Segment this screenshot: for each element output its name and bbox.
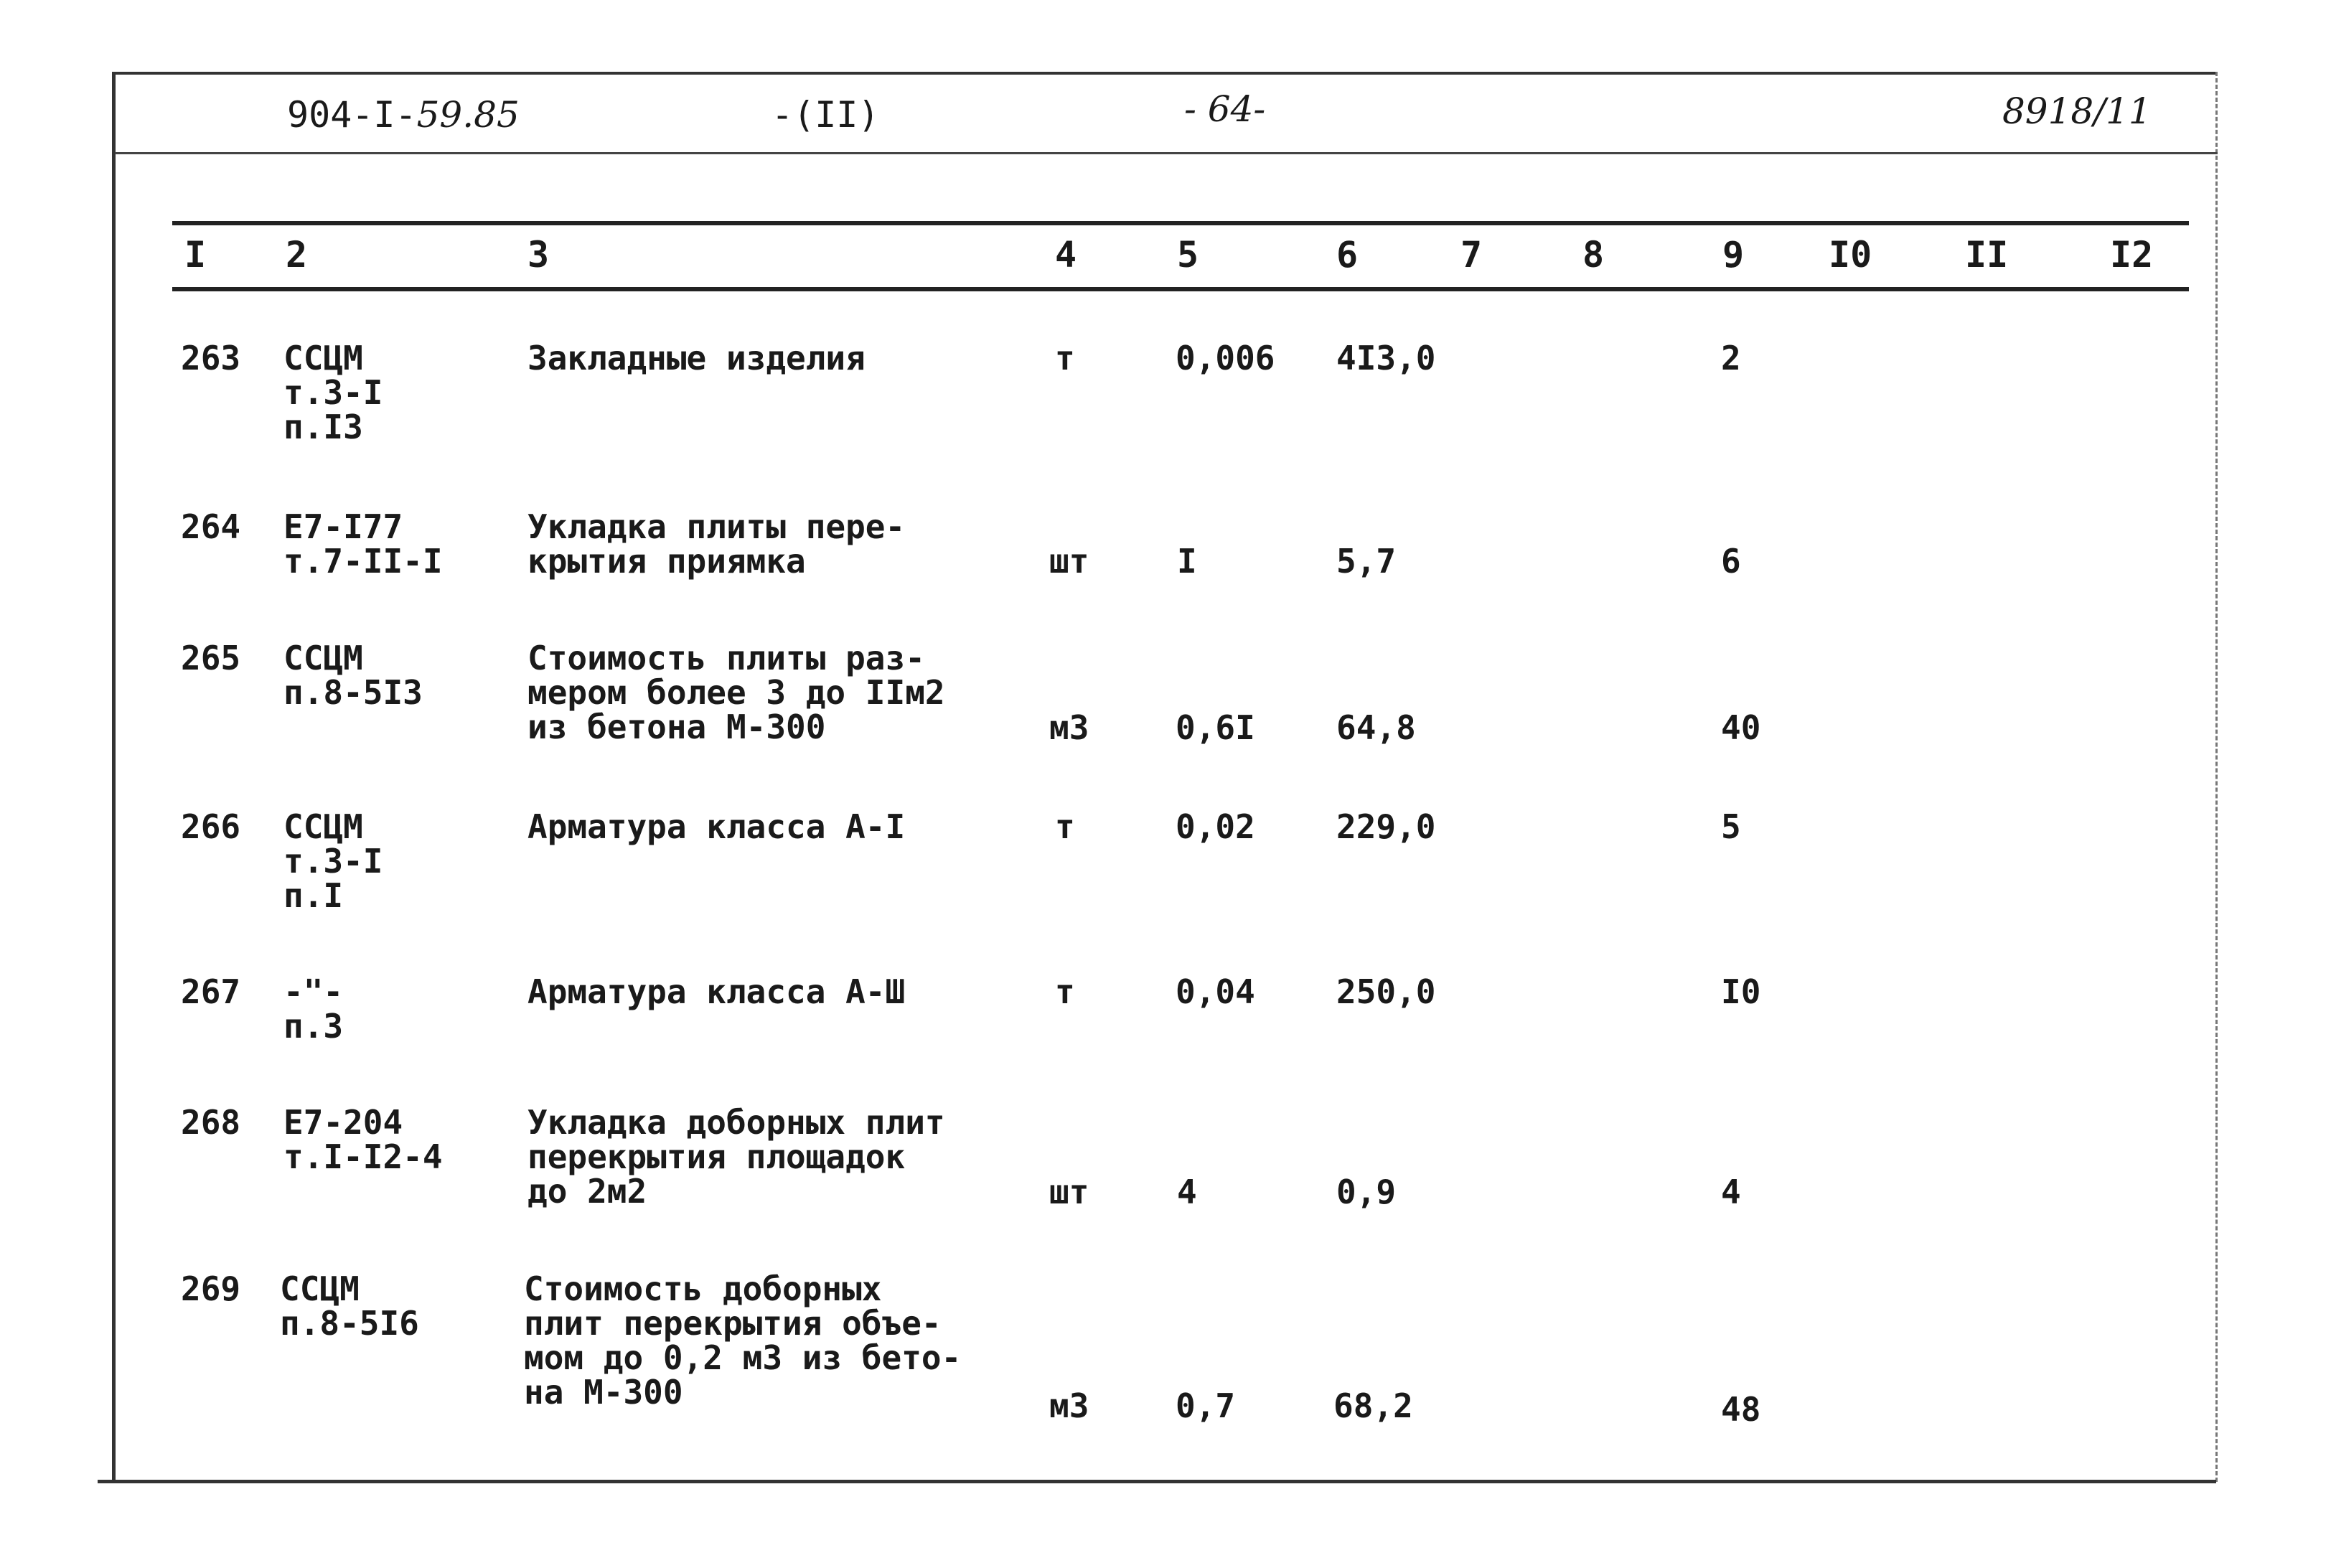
header-rule	[115, 152, 2218, 154]
row-267-total: I0	[1721, 972, 1761, 1011]
row-263-quantity: 0,006	[1176, 339, 1275, 377]
row-263-unit-price: 4I3,0	[1336, 339, 1436, 377]
frame-top-border	[115, 72, 2218, 75]
sheet-code: 8918/11	[2002, 90, 2152, 132]
row-265-number: 265	[181, 639, 241, 677]
row-267-quantity: 0,04	[1176, 972, 1255, 1011]
row-267-unit-price: 250,0	[1336, 972, 1436, 1011]
row-264-description: Укладка плиты пере- крытия приямка	[527, 507, 906, 581]
row-268-quantity: 4	[1177, 1173, 1197, 1211]
column-header-2: 2	[286, 234, 308, 276]
row-266-description: Арматура класса А-I	[527, 807, 906, 846]
column-header-4: 4	[1055, 234, 1077, 276]
row-264-unit-price: 5,7	[1336, 542, 1397, 581]
row-268-total: 4	[1721, 1173, 1741, 1211]
row-269-number: 269	[181, 1269, 241, 1308]
row-266-unit: т	[1055, 807, 1075, 846]
row-269-quantity: 0,7	[1176, 1386, 1236, 1425]
row-265-total: 40	[1721, 708, 1761, 747]
row-268-number: 268	[181, 1103, 241, 1142]
row-268-unit: шт	[1049, 1173, 1089, 1211]
row-269-code: ССЦМ п.8-5I6	[280, 1269, 419, 1343]
row-269-description: Стоимость доборных плит перекрытия объе- мом до 0,2 м3 из бето- на М-300	[524, 1269, 962, 1412]
row-266-quantity: 0,02	[1176, 807, 1255, 846]
row-266-unit-price: 229,0	[1336, 807, 1436, 846]
row-267-description: Арматура класса А-Ш	[527, 972, 906, 1011]
row-269-unit: м3	[1049, 1386, 1089, 1425]
row-264-unit: шт	[1049, 542, 1089, 581]
row-265-quantity: 0,6I	[1176, 708, 1255, 747]
column-header-6: 6	[1336, 234, 1359, 276]
row-268-code: Е7-204 т.I-I2-4	[283, 1103, 443, 1176]
row-265-code: ССЦМ п.8-5I3	[283, 639, 423, 712]
document-code	[287, 93, 520, 136]
row-268-unit-price: 0,9	[1336, 1173, 1397, 1211]
row-263-unit: т	[1055, 339, 1075, 377]
row-268-description: Укладка доборных плит перекрытия площадок до 2м2	[527, 1103, 945, 1211]
column-header-7: 7	[1460, 234, 1483, 276]
column-header-8: 8	[1582, 234, 1605, 276]
document-code-prefix: 904-I-	[287, 94, 417, 136]
column-header-11: II	[1965, 234, 2009, 276]
row-263-code: ССЦМ т.3-I п.I3	[283, 339, 383, 446]
row-265-description: Стоимость плиты раз- мером более 3 до IIм2 из бетона М-300	[527, 639, 945, 746]
column-header-10: I0	[1829, 234, 1872, 276]
frame-right-border	[2215, 72, 2218, 1482]
frame-left-border	[112, 72, 116, 1482]
row-263-number: 263	[181, 339, 241, 377]
column-header-12: I2	[2110, 234, 2154, 276]
row-263-description: Закладные изделия	[527, 339, 866, 377]
row-267-code: -"- п.3	[283, 972, 344, 1046]
row-267-unit: т	[1055, 972, 1075, 1011]
row-265-unit-price: 64,8	[1336, 708, 1416, 747]
column-header-3: 3	[527, 234, 550, 276]
table-header-bottom-rule	[172, 287, 2189, 291]
row-264-total: 6	[1721, 542, 1741, 581]
table-header-top-rule	[172, 221, 2189, 225]
row-266-code: ССЦМ т.3-I п.I	[283, 807, 383, 915]
row-267-number: 267	[181, 972, 241, 1011]
row-264-quantity: I	[1177, 542, 1197, 581]
row-269-total: 48	[1721, 1390, 1761, 1429]
row-263-total: 2	[1721, 339, 1741, 377]
column-header-9: 9	[1722, 234, 1745, 276]
row-266-number: 266	[181, 807, 241, 846]
section-number: -(II)	[771, 94, 880, 136]
column-header-1: I	[184, 234, 207, 276]
row-264-number: 264	[181, 507, 241, 546]
row-264-code: Е7-I77 т.7-II-I	[283, 507, 443, 581]
frame-bottom-border	[98, 1480, 2216, 1483]
row-269-unit-price: 68,2	[1333, 1386, 1413, 1425]
document-code-handwritten: 59.85	[416, 94, 520, 136]
row-266-total: 5	[1721, 807, 1741, 846]
row-265-unit: м3	[1049, 708, 1089, 747]
page-number: - 64-	[1184, 88, 1266, 130]
column-header-5: 5	[1177, 234, 1199, 276]
